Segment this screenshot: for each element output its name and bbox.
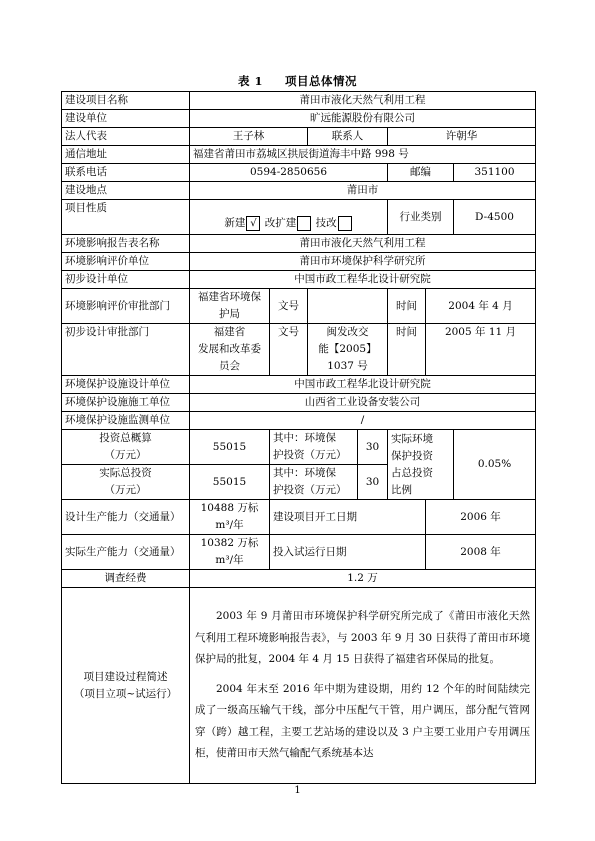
- label-cell: 环境影响报告表名称: [62, 235, 190, 253]
- value-line: m³/年: [215, 554, 244, 566]
- label-cell: 环境影响评价审批部门: [62, 289, 190, 324]
- ratio-label: [388, 430, 454, 500]
- design-doc-value: [308, 324, 388, 376]
- builder-value: 旷远能源股份有限公司: [190, 110, 536, 128]
- industry-label: 行业类别: [388, 200, 454, 235]
- eia-unit-value: 莆田市环境保护科学研究所: [190, 253, 536, 271]
- nature-tech-label: 技改: [315, 217, 337, 229]
- label-cell: 设计生产能力（交通量）: [62, 500, 190, 535]
- ratio-value: 0.05%: [454, 430, 536, 500]
- industry-value: D-4500: [454, 200, 536, 235]
- row-env-monitor: [62, 412, 536, 430]
- doc-line: 1037 号: [327, 360, 368, 372]
- value-line: 10382 万标: [200, 537, 259, 549]
- row-capacity-actual: [62, 535, 536, 570]
- contact-label: 联系人: [308, 128, 388, 146]
- label-cell: 项目性质: [62, 200, 190, 235]
- label-line: 投资总概算: [99, 432, 152, 444]
- row-invest-plan: [62, 430, 536, 465]
- invest-actual-label: [62, 465, 190, 500]
- page-number: 1: [294, 785, 301, 796]
- process-description: [190, 588, 536, 784]
- start-date-label: 建设项目开工日期: [270, 500, 426, 535]
- label-cell: 通信地址: [62, 146, 190, 164]
- eia-approval-dept: 福建省环境保护局: [190, 289, 270, 324]
- design-time-label: 时间: [388, 324, 426, 376]
- row-eia-approval: [62, 289, 536, 324]
- invest-plan-env-label: [270, 430, 358, 465]
- row-legal-rep: [62, 128, 536, 146]
- label-line: 护投资（万元）: [273, 449, 347, 461]
- label-line: 护投资（万元）: [273, 484, 347, 496]
- dept-line: 发展和改革委员会: [198, 343, 261, 372]
- label-line: （项目立项~试运行）: [73, 687, 178, 700]
- row-eia-report: [62, 235, 536, 253]
- nature-options: [190, 200, 388, 235]
- label-line: （万元）: [104, 449, 147, 461]
- label-line: 实际总投资: [99, 467, 152, 479]
- nature-new-checkbox[interactable]: √: [246, 216, 260, 231]
- label-line: 实际环境: [391, 432, 433, 445]
- eia-doc-value: [308, 289, 388, 324]
- label-line: 其中：环境保: [273, 467, 336, 479]
- row-builder: [62, 110, 536, 128]
- doc-line: 闽发改交: [326, 326, 369, 338]
- invest-plan-env-value: 30: [358, 430, 388, 465]
- start-date-value: 2006 年: [426, 500, 536, 535]
- env-design-value: 中国市政工程华北设计研究院: [190, 376, 536, 394]
- row-nature: [62, 200, 536, 235]
- design-doc-label: 文号: [270, 324, 308, 376]
- nature-expand-checkbox[interactable]: [297, 216, 311, 231]
- design-approval-dept: [190, 324, 270, 376]
- label-line: 项目建设过程简述: [83, 670, 168, 683]
- design-unit-value: 中国市政工程华北设计研究院: [190, 271, 536, 289]
- caption-number: 表 1: [237, 74, 263, 88]
- label-cell: 实际生产能力（交通量）: [62, 535, 190, 570]
- row-survey-fee: [62, 570, 536, 588]
- label-cell: 联系电话: [62, 164, 190, 182]
- label-cell: 环境影响评价单位: [62, 253, 190, 271]
- label-cell: 环境保护设施监测单位: [62, 412, 190, 430]
- label-line: 保护投资: [391, 449, 433, 462]
- capacity-design-value: [190, 500, 270, 535]
- label-cell: 建设项目名称: [62, 92, 190, 110]
- label-line: 其中：环境保: [273, 432, 336, 444]
- invest-actual-env-value: 30: [358, 465, 388, 500]
- row-capacity-design: [62, 500, 536, 535]
- nature-tech-checkbox[interactable]: [338, 216, 352, 231]
- row-location: [62, 182, 536, 200]
- location-value: 莆田市: [190, 182, 536, 200]
- process-paragraph: 2004 年末至 2016 年中期为建设期，用约 12 个年的时间陆续完成了一级高压输气干线，部分中压配气干管，用户调压，部分配气管网穿（跨）越工程，主要工艺站场的建设以及 3 户主要工业用户专用调压柜，使莆田市天然气输配气系统基本达: [195, 682, 530, 760]
- process-label: [62, 588, 190, 784]
- label-cell: 建设地点: [62, 182, 190, 200]
- row-design-unit: [62, 271, 536, 289]
- process-paragraph: 2003 年 9 月莆田市环境保护科学研究所完成了《莆田市液化天然气利用工程环境影响报告表》，与 2003 年 9 月 30 日获得了莆田市环境保护局的批复，2004 年 4 月 15 日获得了福建省环保局的批复。: [195, 610, 530, 666]
- invest-plan-value: 55015: [190, 430, 270, 465]
- project-name-value: 莆田市液化天然气利用工程: [190, 92, 536, 110]
- label-line: 比例: [391, 483, 412, 496]
- label-cell: 环境保护设施施工单位: [62, 394, 190, 412]
- eia-doc-label: 文号: [270, 289, 308, 324]
- phone-value: 0594-2850656: [190, 164, 388, 182]
- label-line: （万元）: [104, 484, 147, 496]
- design-time-value: 2005 年 11 月: [426, 324, 536, 376]
- row-project-name: [62, 92, 536, 110]
- label-cell: 调查经费: [62, 570, 190, 588]
- eia-time-label: 时间: [388, 289, 426, 324]
- postcode-value: 351100: [454, 164, 536, 182]
- survey-fee-value: 1.2 万: [190, 570, 536, 588]
- invest-plan-label: [62, 430, 190, 465]
- row-design-approval: [62, 324, 536, 376]
- value-line: 10488 万标: [200, 502, 259, 514]
- value-line: m³/年: [215, 519, 244, 531]
- eia-time-value: 2004 年 4 月: [426, 289, 536, 324]
- trial-date-value: 2008 年: [426, 535, 536, 570]
- nature-expand-label: 改扩建: [264, 217, 297, 229]
- row-env-design: [62, 376, 536, 394]
- label-cell: 环境保护设施设计单位: [62, 376, 190, 394]
- label-cell: 初步设计审批部门: [62, 324, 190, 376]
- table-caption: [0, 73, 595, 89]
- row-phone: [62, 164, 536, 182]
- env-construct-value: 山西省工业设备安装公司: [190, 394, 536, 412]
- eia-report-value: 莆田市液化天然气利用工程: [190, 235, 536, 253]
- nature-new-label: 新建: [224, 217, 246, 229]
- trial-date-label: 投入试运行日期: [270, 535, 426, 570]
- dept-line: 福建省: [213, 326, 246, 338]
- env-monitor-value: /: [190, 412, 536, 430]
- contact-value: 许朝华: [388, 128, 536, 146]
- doc-line: 能【2005】: [318, 343, 377, 355]
- invest-actual-value: 55015: [190, 465, 270, 500]
- invest-actual-env-label: [270, 465, 358, 500]
- label-cell: 初步设计单位: [62, 271, 190, 289]
- row-process: [62, 588, 536, 784]
- row-eia-unit: [62, 253, 536, 271]
- caption-title: 项目总体情况: [285, 74, 357, 88]
- label-line: 占总投资: [391, 466, 433, 479]
- postcode-label: 邮编: [388, 164, 454, 182]
- row-address: [62, 146, 536, 164]
- label-cell: 法人代表: [62, 128, 190, 146]
- project-overview-table: [61, 91, 536, 784]
- row-env-construct: [62, 394, 536, 412]
- legal-rep-value: 王子林: [190, 128, 308, 146]
- label-cell: 建设单位: [62, 110, 190, 128]
- capacity-actual-value: [190, 535, 270, 570]
- address-value: 福建省莆田市荔城区拱辰街道海丰中路 998 号: [190, 146, 536, 164]
